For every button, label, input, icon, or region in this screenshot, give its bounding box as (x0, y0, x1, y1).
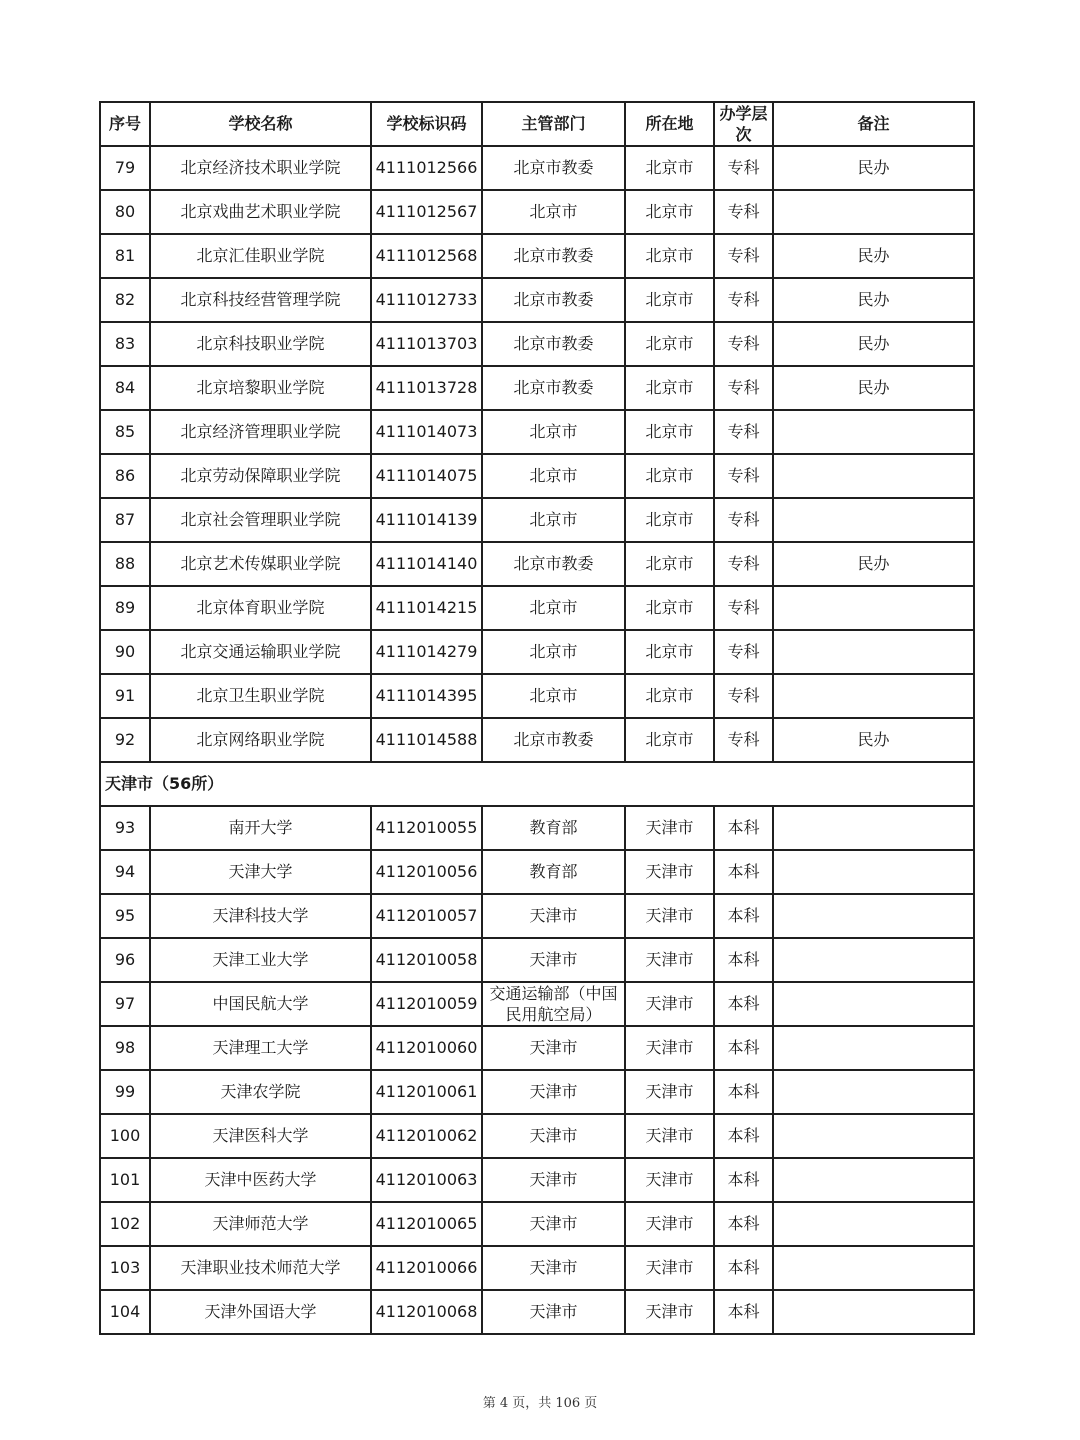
cell-remarks (773, 630, 974, 674)
cell-school-code: 4111014139 (371, 498, 482, 542)
cell-location: 北京市 (625, 410, 714, 454)
cell-authority: 教育部 (482, 850, 625, 894)
table-row (100, 982, 974, 1026)
cell-index: 92 (100, 718, 150, 762)
cell-index: 86 (100, 454, 150, 498)
cell-level: 专科 (714, 322, 773, 366)
cell-school-code: 4112010060 (371, 1026, 482, 1070)
cell-location: 天津市 (625, 1114, 714, 1158)
table-row (100, 586, 974, 630)
cell-school-name: 北京劳动保障职业学院 (150, 454, 371, 498)
section-row-group (100, 762, 974, 806)
cell-remarks: 民办 (773, 718, 974, 762)
cell-remarks (773, 1158, 974, 1202)
cell-location: 天津市 (625, 1070, 714, 1114)
cell-authority: 天津市 (482, 1202, 625, 1246)
cell-remarks: 民办 (773, 146, 974, 190)
cell-location: 北京市 (625, 322, 714, 366)
table-row (100, 454, 974, 498)
table-row (100, 146, 974, 190)
header-row (100, 102, 974, 146)
cell-location: 天津市 (625, 982, 714, 1026)
table-row (100, 1290, 974, 1334)
cell-school-name: 北京汇佳职业学院 (150, 234, 371, 278)
cell-school-name: 北京经济管理职业学院 (150, 410, 371, 454)
cell-index: 97 (100, 982, 150, 1026)
cell-remarks (773, 938, 974, 982)
cell-remarks: 民办 (773, 234, 974, 278)
cell-school-code: 4112010055 (371, 806, 482, 850)
cell-level: 专科 (714, 586, 773, 630)
cell-authority: 北京市 (482, 630, 625, 674)
cell-school-code: 4111014588 (371, 718, 482, 762)
section-heading-tianjin: 天津市（56所） (100, 762, 974, 806)
cell-remarks (773, 674, 974, 718)
cell-school-name: 天津工业大学 (150, 938, 371, 982)
cell-authority: 北京市教委 (482, 542, 625, 586)
cell-index: 89 (100, 586, 150, 630)
cell-school-name: 北京培黎职业学院 (150, 366, 371, 410)
cell-authority: 北京市 (482, 454, 625, 498)
header-remarks: 备注 (773, 102, 974, 146)
cell-school-code: 4112010063 (371, 1158, 482, 1202)
cell-authority: 北京市教委 (482, 366, 625, 410)
cell-remarks (773, 806, 974, 850)
cell-level: 本科 (714, 1290, 773, 1334)
cell-index: 100 (100, 1114, 150, 1158)
header-school-code: 学校标识码 (371, 102, 482, 146)
cell-location: 北京市 (625, 498, 714, 542)
cell-authority: 天津市 (482, 894, 625, 938)
cell-remarks: 民办 (773, 278, 974, 322)
cell-level: 本科 (714, 1114, 773, 1158)
cell-location: 天津市 (625, 850, 714, 894)
cell-level: 专科 (714, 718, 773, 762)
cell-location: 北京市 (625, 586, 714, 630)
cell-school-name: 天津外国语大学 (150, 1290, 371, 1334)
tianjin-rows (100, 806, 974, 1334)
cell-authority: 北京市 (482, 410, 625, 454)
cell-level: 专科 (714, 190, 773, 234)
cell-school-code: 4112010059 (371, 982, 482, 1026)
cell-location: 天津市 (625, 1290, 714, 1334)
cell-location: 北京市 (625, 630, 714, 674)
cell-school-name: 天津理工大学 (150, 1026, 371, 1070)
beijing-rows (100, 146, 974, 762)
cell-school-code: 4111014395 (371, 674, 482, 718)
cell-authority: 北京市教委 (482, 146, 625, 190)
cell-school-code: 4112010058 (371, 938, 482, 982)
cell-index: 93 (100, 806, 150, 850)
cell-index: 101 (100, 1158, 150, 1202)
cell-index: 96 (100, 938, 150, 982)
table-row (100, 938, 974, 982)
cell-school-name: 南开大学 (150, 806, 371, 850)
table-row (100, 278, 974, 322)
cell-remarks (773, 454, 974, 498)
page-footer: 第 4 页，共 106 页 (482, 1396, 598, 1411)
cell-school-code: 4111014140 (371, 542, 482, 586)
cell-index: 103 (100, 1246, 150, 1290)
school-list-table (99, 101, 975, 1335)
table-row (100, 1202, 974, 1246)
cell-index: 98 (100, 1026, 150, 1070)
cell-authority: 北京市 (482, 190, 625, 234)
cell-school-code: 4111014073 (371, 410, 482, 454)
table-row (100, 1026, 974, 1070)
table-row (100, 894, 974, 938)
table-row (100, 630, 974, 674)
cell-school-name: 北京科技经营管理学院 (150, 278, 371, 322)
cell-level: 专科 (714, 410, 773, 454)
cell-school-code: 4112010066 (371, 1246, 482, 1290)
table-row (100, 806, 974, 850)
cell-location: 天津市 (625, 1246, 714, 1290)
cell-school-name: 天津医科大学 (150, 1114, 371, 1158)
section-row (100, 762, 974, 806)
cell-school-name: 北京艺术传媒职业学院 (150, 542, 371, 586)
table-row (100, 1114, 974, 1158)
cell-authority: 北京市教委 (482, 234, 625, 278)
cell-remarks (773, 1026, 974, 1070)
cell-remarks: 民办 (773, 542, 974, 586)
cell-school-name: 北京戏曲艺术职业学院 (150, 190, 371, 234)
cell-index: 81 (100, 234, 150, 278)
table-row (100, 718, 974, 762)
table-row (100, 410, 974, 454)
cell-school-code: 4111012568 (371, 234, 482, 278)
header-school-name: 学校名称 (150, 102, 371, 146)
cell-authority: 北京市 (482, 674, 625, 718)
cell-level: 专科 (714, 454, 773, 498)
cell-school-code: 4111014075 (371, 454, 482, 498)
cell-school-code: 4111012567 (371, 190, 482, 234)
cell-school-name: 中国民航大学 (150, 982, 371, 1026)
cell-index: 88 (100, 542, 150, 586)
cell-level: 本科 (714, 938, 773, 982)
cell-authority: 交通运输部（中国民用航空局） (482, 982, 625, 1026)
cell-level: 专科 (714, 366, 773, 410)
table-row (100, 850, 974, 894)
cell-index: 90 (100, 630, 150, 674)
cell-index: 94 (100, 850, 150, 894)
cell-school-name: 北京卫生职业学院 (150, 674, 371, 718)
cell-school-name: 北京社会管理职业学院 (150, 498, 371, 542)
cell-level: 本科 (714, 894, 773, 938)
cell-index: 87 (100, 498, 150, 542)
table-row (100, 542, 974, 586)
header-level: 办学层次 (714, 102, 773, 146)
cell-school-name: 天津师范大学 (150, 1202, 371, 1246)
cell-location: 天津市 (625, 938, 714, 982)
cell-school-code: 4112010056 (371, 850, 482, 894)
cell-location: 北京市 (625, 146, 714, 190)
cell-index: 85 (100, 410, 150, 454)
cell-index: 99 (100, 1070, 150, 1114)
cell-school-code: 4111014215 (371, 586, 482, 630)
cell-level: 本科 (714, 1026, 773, 1070)
cell-level: 专科 (714, 542, 773, 586)
cell-level: 专科 (714, 146, 773, 190)
cell-level: 专科 (714, 234, 773, 278)
cell-location: 北京市 (625, 542, 714, 586)
cell-level: 专科 (714, 278, 773, 322)
cell-school-name: 天津科技大学 (150, 894, 371, 938)
cell-remarks (773, 894, 974, 938)
cell-school-name: 北京体育职业学院 (150, 586, 371, 630)
cell-authority: 天津市 (482, 1026, 625, 1070)
cell-authority: 天津市 (482, 1290, 625, 1334)
cell-school-name: 天津职业技术师范大学 (150, 1246, 371, 1290)
cell-location: 北京市 (625, 454, 714, 498)
cell-location: 天津市 (625, 806, 714, 850)
cell-remarks: 民办 (773, 366, 974, 410)
cell-school-name: 天津大学 (150, 850, 371, 894)
cell-level: 专科 (714, 498, 773, 542)
cell-level: 本科 (714, 1070, 773, 1114)
cell-location: 北京市 (625, 366, 714, 410)
header-index: 序号 (100, 102, 150, 146)
cell-school-name: 北京经济技术职业学院 (150, 146, 371, 190)
cell-authority: 北京市教委 (482, 718, 625, 762)
cell-remarks (773, 1114, 974, 1158)
cell-location: 北京市 (625, 674, 714, 718)
cell-school-code: 4112010057 (371, 894, 482, 938)
cell-level: 专科 (714, 630, 773, 674)
cell-authority: 北京市 (482, 498, 625, 542)
cell-school-code: 4111012566 (371, 146, 482, 190)
cell-authority: 天津市 (482, 1070, 625, 1114)
cell-school-name: 北京交通运输职业学院 (150, 630, 371, 674)
cell-school-name: 天津中医药大学 (150, 1158, 371, 1202)
cell-school-name: 天津农学院 (150, 1070, 371, 1114)
table-row (100, 674, 974, 718)
cell-location: 天津市 (625, 1158, 714, 1202)
cell-school-code: 4111013728 (371, 366, 482, 410)
cell-authority: 北京市教委 (482, 322, 625, 366)
cell-index: 79 (100, 146, 150, 190)
cell-school-name: 北京网络职业学院 (150, 718, 371, 762)
cell-index: 95 (100, 894, 150, 938)
cell-index: 82 (100, 278, 150, 322)
cell-index: 80 (100, 190, 150, 234)
cell-school-code: 4112010061 (371, 1070, 482, 1114)
cell-school-code: 4111014279 (371, 630, 482, 674)
header-location: 所在地 (625, 102, 714, 146)
cell-level: 本科 (714, 1202, 773, 1246)
cell-remarks (773, 1070, 974, 1114)
cell-location: 天津市 (625, 1202, 714, 1246)
cell-authority: 天津市 (482, 1158, 625, 1202)
cell-school-code: 4112010062 (371, 1114, 482, 1158)
table-row (100, 1070, 974, 1114)
cell-level: 本科 (714, 850, 773, 894)
table-row (100, 366, 974, 410)
cell-remarks: 民办 (773, 322, 974, 366)
table-row (100, 234, 974, 278)
table-row (100, 1158, 974, 1202)
header-authority: 主管部门 (482, 102, 625, 146)
cell-remarks (773, 1290, 974, 1334)
cell-index: 84 (100, 366, 150, 410)
table-row (100, 190, 974, 234)
cell-index: 102 (100, 1202, 150, 1246)
cell-location: 北京市 (625, 234, 714, 278)
cell-level: 本科 (714, 982, 773, 1026)
table-row (100, 322, 974, 366)
cell-location: 北京市 (625, 718, 714, 762)
cell-school-code: 4112010065 (371, 1202, 482, 1246)
cell-remarks (773, 1246, 974, 1290)
cell-index: 104 (100, 1290, 150, 1334)
table-row (100, 498, 974, 542)
cell-location: 北京市 (625, 278, 714, 322)
cell-level: 专科 (714, 674, 773, 718)
cell-index: 91 (100, 674, 150, 718)
cell-remarks (773, 1202, 974, 1246)
cell-location: 天津市 (625, 894, 714, 938)
cell-authority: 教育部 (482, 806, 625, 850)
cell-school-code: 4111013703 (371, 322, 482, 366)
cell-school-code: 4111012733 (371, 278, 482, 322)
cell-level: 本科 (714, 806, 773, 850)
cell-remarks (773, 410, 974, 454)
cell-authority: 天津市 (482, 1246, 625, 1290)
cell-school-code: 4112010068 (371, 1290, 482, 1334)
cell-level: 本科 (714, 1246, 773, 1290)
cell-authority: 天津市 (482, 938, 625, 982)
cell-level: 本科 (714, 1158, 773, 1202)
cell-remarks (773, 850, 974, 894)
cell-remarks (773, 498, 974, 542)
cell-remarks (773, 586, 974, 630)
cell-remarks (773, 982, 974, 1026)
cell-school-name: 北京科技职业学院 (150, 322, 371, 366)
cell-authority: 北京市教委 (482, 278, 625, 322)
table-row (100, 1246, 974, 1290)
cell-authority: 北京市 (482, 586, 625, 630)
cell-location: 北京市 (625, 190, 714, 234)
cell-index: 83 (100, 322, 150, 366)
cell-remarks (773, 190, 974, 234)
cell-location: 天津市 (625, 1026, 714, 1070)
cell-authority: 天津市 (482, 1114, 625, 1158)
